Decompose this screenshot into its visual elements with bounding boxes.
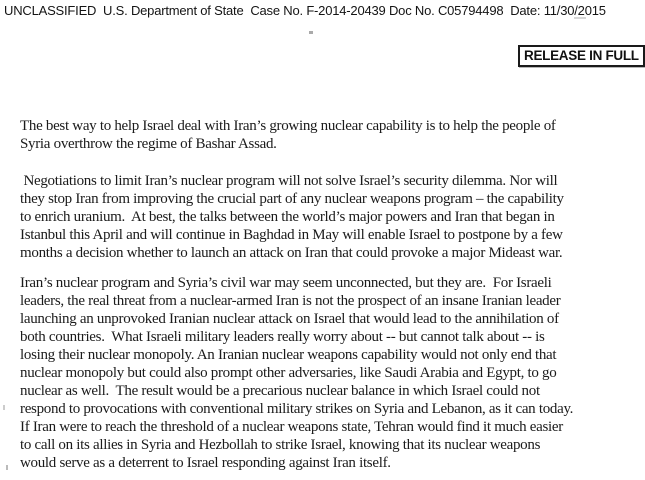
text-line: respond to provocations with conventional military strikes on Syria and Lebanon, as it can today. xyxy=(20,401,574,417)
text-line: would serve as a deterrent to Israel responding against Iran itself. xyxy=(20,455,391,471)
text-line: to call on its allies in Syria and Hezbollah to strike Israel, knowing that its nuclear weapons xyxy=(20,437,541,453)
text-line: Iran’s nuclear program and Syria’s civil war may seem unconnected, but they are. For Israeli xyxy=(20,275,552,291)
text-line: to enrich uranium. At best, the talks between the world’s major powers and Iran that began in xyxy=(20,209,555,225)
scan-speck-artifact xyxy=(3,405,5,410)
body-paragraph-1 xyxy=(20,117,556,153)
text-line: months a decision whether to launch an attack on Iran that could provoke a major Mideast war. xyxy=(20,245,563,261)
scan-smudge-artifact xyxy=(574,17,586,19)
text-line: both countries. What Israeli military leaders really worry about -- but cannot talk about -- is xyxy=(20,329,545,345)
classification-header: UNCLASSIFIED U.S. Department of State Case No. F-2014-20439 Doc No. C05794498 Date: 11/30/2015 xyxy=(4,3,606,18)
text-line: nuclear monopoly but could also prompt other adversaries, like Saudi Arabia and Egypt, to go xyxy=(20,365,557,381)
release-in-full-stamp: RELEASE IN FULL xyxy=(518,45,645,67)
body-paragraph-2 xyxy=(20,172,564,262)
text-line: If Iran were to reach the threshold of a nuclear weapons state, Tehran would find it much easier xyxy=(20,419,563,435)
text-line: Syria overthrow the regime of Bashar Assad. xyxy=(20,136,277,152)
scan-speck-artifact xyxy=(309,31,313,34)
text-line: Istanbul this April and will continue in Baghdad in May will enable Israel to postpone by a few xyxy=(20,227,563,243)
scan-speck-artifact xyxy=(6,465,8,470)
text-line: leaders, the real threat from a nuclear-armed Iran is not the prospect of an insane Iranian leader xyxy=(20,293,561,309)
text-line: nuclear as well. The result would be a precarious nuclear balance in which Israel could not xyxy=(20,383,540,399)
text-line: launching an unprovoked Iranian nuclear attack on Israel that would lead to the annihilation of xyxy=(20,311,559,327)
text-line: Negotiations to limit Iran’s nuclear program will not solve Israel’s security dilemma. Nor will xyxy=(20,173,558,189)
text-line: losing their nuclear monopoly. An Iranian nuclear weapons capability would not only end that xyxy=(20,347,557,363)
text-line: The best way to help Israel deal with Iran’s growing nuclear capability is to help the people of xyxy=(20,118,556,134)
body-paragraph-3 xyxy=(20,274,573,472)
text-line: they stop Iran from improving the crucial part of any nuclear weapons program – the capability xyxy=(20,191,564,207)
